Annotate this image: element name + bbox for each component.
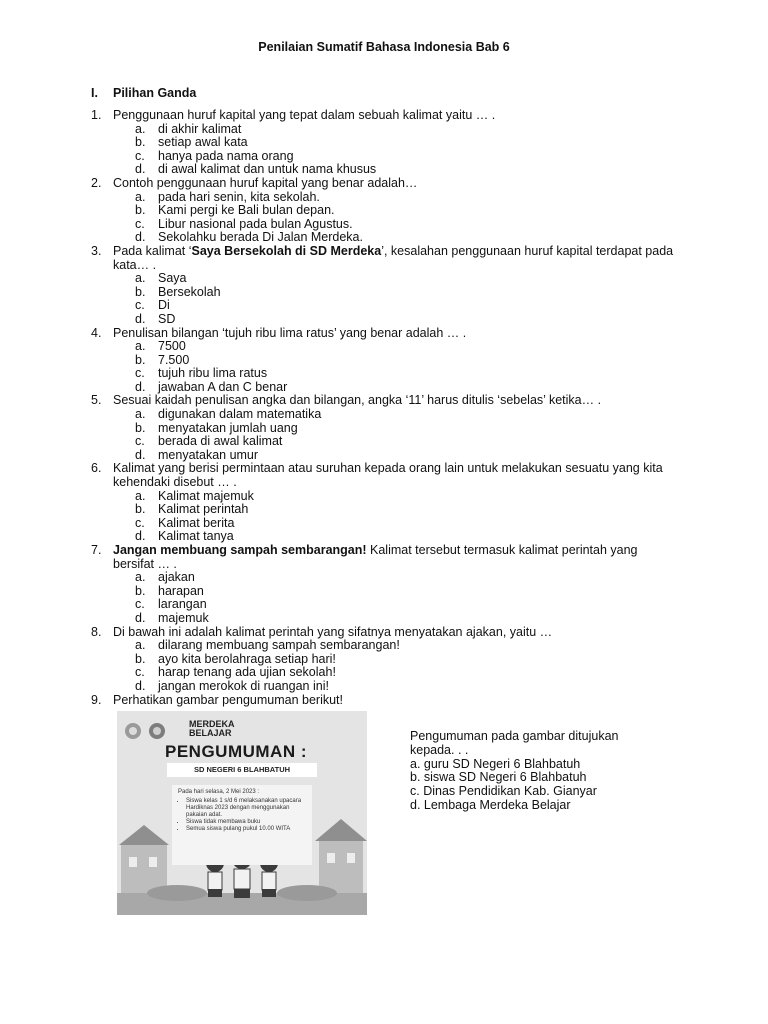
question-9-option-c: c. Dinas Pendidikan Kab. Gianyar (410, 784, 597, 799)
question-8 (91, 626, 681, 694)
question-text (113, 327, 681, 341)
answer-option (135, 286, 681, 300)
answer-option (135, 639, 681, 653)
answer-option (135, 191, 681, 205)
option-text: Kami pergi ke Bali bulan depan. (158, 203, 335, 218)
option-letter: d. (135, 447, 146, 462)
question-number: 1. (91, 108, 102, 122)
question-text-part: Penulisan bilangan ‘tujuh ribu lima ratus’ yang benar adalah … . (113, 325, 467, 340)
option-letter: b. (135, 352, 146, 367)
answer-option (135, 381, 681, 395)
option-list (135, 340, 681, 394)
poster-bullet: • Siswa kelas 1 s/d 6 melaksanakan upacara Hardiknas 2023 dengan menggunakan pakaian adat. (186, 798, 306, 819)
option-text: ajakan (158, 570, 195, 585)
option-letter: a. (135, 407, 146, 422)
option-letter: c. (135, 298, 145, 313)
option-letter: a. (135, 638, 146, 653)
answer-option (135, 435, 681, 449)
question-3 (91, 245, 681, 327)
option-letter: b. (135, 135, 146, 150)
question-number: 6. (91, 461, 102, 476)
option-text: Bersekolah (158, 284, 221, 299)
option-text: majemuk (158, 610, 209, 625)
question-text (113, 245, 681, 272)
option-text: dilarang membuang sampah sembarangan! (158, 638, 400, 653)
answer-option (135, 150, 681, 164)
question-2 (91, 177, 681, 245)
option-text: di akhir kalimat (158, 121, 242, 136)
option-letter: d. (135, 311, 146, 326)
answer-option (135, 340, 681, 354)
option-text: Kalimat berita (158, 515, 235, 530)
question-text (113, 626, 681, 640)
question-number: 5. (91, 393, 102, 408)
answer-option (135, 354, 681, 368)
option-text: SD (158, 311, 176, 326)
answer-option (135, 449, 681, 463)
option-text: Kalimat tanya (158, 529, 234, 544)
answer-option (135, 571, 681, 585)
question-7 (91, 544, 681, 626)
section-heading (91, 86, 196, 100)
option-text: Sekolahku berada Di Jalan Merdeka. (158, 230, 363, 245)
option-text: berada di awal kalimat (158, 434, 283, 449)
option-letter: b. (135, 284, 146, 299)
question-number: 4. (91, 325, 102, 340)
question-6 (91, 462, 681, 544)
question-9-option-a: a. guru SD Negeri 6 Blahbatuh (410, 756, 581, 771)
option-letter: a. (135, 488, 146, 503)
option-text: menyatakan umur (158, 447, 259, 462)
option-letter: d. (135, 678, 146, 693)
section-label: Pilihan Ganda (113, 86, 197, 100)
answer-option (135, 612, 681, 626)
option-text: jawaban A dan C benar (158, 379, 288, 394)
poster-school-banner: SD NEGERI 6 BLAHBATUH (167, 763, 317, 777)
option-letter: d. (135, 529, 146, 544)
question-text-part: Pada kalimat ‘ (113, 243, 192, 258)
poster-intro: Pada hari selasa, 2 Mei 2023 : (178, 789, 260, 795)
answer-option (135, 231, 681, 245)
option-text: hanya pada nama orang (158, 148, 294, 163)
merdeka-belajar-logo: MERDEKA BELAJAR (189, 719, 235, 738)
option-text: ayo kita berolahraga setiap hari! (158, 651, 336, 666)
question-number: 2. (91, 175, 102, 190)
option-letter: c. (135, 515, 145, 530)
question-list (91, 109, 681, 707)
option-list (135, 191, 681, 245)
announcement-image (117, 711, 367, 915)
option-text: larangan (158, 597, 207, 612)
question-text-part: Sesuai kaidah penulisan angka dan bilangan, angka ‘11’ harus ditulis ‘sebelas’ ketika… . (113, 393, 602, 408)
option-letter: b. (135, 420, 146, 435)
option-letter: a. (135, 271, 146, 286)
option-letter: d. (135, 230, 146, 245)
question-text (113, 544, 681, 571)
question-text (113, 462, 681, 489)
answer-option (135, 530, 681, 544)
question-text (113, 177, 681, 191)
option-letter: a. (135, 189, 146, 204)
question-1 (91, 109, 681, 177)
option-text: pada hari senin, kita sekolah. (158, 189, 320, 204)
option-list (135, 123, 681, 177)
answer-option (135, 653, 681, 667)
option-text: tujuh ribu lima ratus (158, 366, 268, 381)
option-text: setiap awal kata (158, 135, 248, 150)
option-text: 7500 (158, 339, 186, 354)
option-list (135, 639, 681, 693)
option-text: jangan merokok di ruangan ini! (158, 678, 329, 693)
option-letter: b. (135, 651, 146, 666)
question-text-part: Penggunaan huruf kapital yang tepat dalam sebuah kalimat yaitu … . (113, 108, 496, 122)
answer-option (135, 680, 681, 694)
answer-option (135, 163, 681, 177)
answer-option (135, 367, 681, 381)
option-text: Kalimat majemuk (158, 488, 254, 503)
answer-option (135, 666, 681, 680)
question-text-bold: Jangan membuang sampah sembarangan! (113, 543, 367, 557)
option-list (135, 272, 681, 326)
question-text (113, 394, 681, 408)
answer-option (135, 313, 681, 327)
option-text: Libur nasional pada bulan Agustus. (158, 216, 353, 231)
answer-option (135, 490, 681, 504)
answer-option (135, 598, 681, 612)
poster-notice-board (172, 785, 312, 865)
option-text: harap tenang ada ujian sekolah! (158, 665, 336, 680)
option-text: 7.500 (158, 352, 190, 367)
poster-bullet: • Semua siswa pulang pukul 10.00 WITA (186, 826, 306, 833)
option-letter: c. (135, 148, 145, 163)
answer-option (135, 422, 681, 436)
option-letter: a. (135, 339, 146, 354)
option-list (135, 571, 681, 625)
option-list (135, 490, 681, 544)
option-letter: c. (135, 366, 145, 381)
option-letter: d. (135, 379, 146, 394)
option-letter: b. (135, 502, 146, 517)
question-9-option-b: b. siswa SD Negeri 6 Blahbatuh (410, 770, 587, 785)
option-letter: a. (135, 570, 146, 585)
answer-option (135, 272, 681, 286)
question-number: 8. (91, 624, 102, 639)
answer-option (135, 503, 681, 517)
option-letter: b. (135, 203, 146, 218)
option-text: digunakan dalam matematika (158, 407, 322, 422)
poster-bullet: • Siswa tidak membawa buku (186, 819, 306, 826)
question-9-prompt: Pengumuman pada gambar ditujukan kepada. . . (410, 729, 619, 757)
question-text-part: Di bawah ini adalah kalimat perintah yang sifatnya menyatakan ajakan, yaitu … (113, 624, 553, 639)
question-9-option-d: d. Lembaga Merdeka Belajar (410, 797, 571, 812)
option-letter: b. (135, 583, 146, 598)
question-number: 3. (91, 243, 102, 258)
option-text: Kalimat perintah (158, 502, 249, 517)
option-letter: c. (135, 665, 145, 680)
question-5 (91, 394, 681, 462)
option-text: menyatakan jumlah uang (158, 420, 298, 435)
poster-heading: PENGUMUMAN : (165, 742, 307, 761)
answer-option (135, 136, 681, 150)
option-letter: c. (135, 597, 145, 612)
question-9 (91, 694, 681, 708)
option-letter: c. (135, 434, 145, 449)
option-letter: a. (135, 121, 146, 136)
question-9-text (410, 730, 670, 813)
question-text-part: Kalimat tersebut termasuk kalimat perintah yang bersifat … . (113, 543, 638, 571)
question-text-part: Contoh penggunaan huruf kapital yang benar adalah… (113, 175, 418, 190)
option-text: Di (158, 298, 170, 313)
question-number: 7. (91, 543, 102, 557)
answer-option (135, 218, 681, 232)
answer-option (135, 517, 681, 531)
option-text: Saya (158, 271, 187, 286)
answer-option (135, 204, 681, 218)
question-number: 9. (91, 692, 102, 707)
option-letter: d. (135, 162, 146, 177)
question-4 (91, 327, 681, 395)
answer-option (135, 408, 681, 422)
question-text-part: Perhatikan gambar pengumuman berikut! (113, 692, 343, 707)
option-letter: d. (135, 610, 146, 625)
question-text (113, 694, 681, 708)
option-text: harapan (158, 583, 204, 598)
poster-bullets (178, 798, 306, 833)
question-text-bold: Saya Bersekolah di SD Merdeka (191, 243, 382, 258)
question-text-part: ’, kesalahan penggunaan huruf kapital terdapat pada kata… . (113, 243, 674, 272)
answer-option (135, 123, 681, 137)
page-title: Penilaian Sumatif Bahasa Indonesia Bab 6 (258, 40, 510, 54)
option-text: di awal kalimat dan untuk nama khusus (158, 162, 377, 177)
option-letter: c. (135, 216, 145, 231)
option-list (135, 408, 681, 462)
question-text (113, 109, 681, 123)
answer-option (135, 299, 681, 313)
answer-option (135, 585, 681, 599)
section-number: I. (91, 86, 98, 100)
question-text-part: Kalimat yang berisi permintaan atau suruhan kepada orang lain untuk melakukan sesuatu yang kita kehendaki disebut … . (113, 461, 663, 490)
